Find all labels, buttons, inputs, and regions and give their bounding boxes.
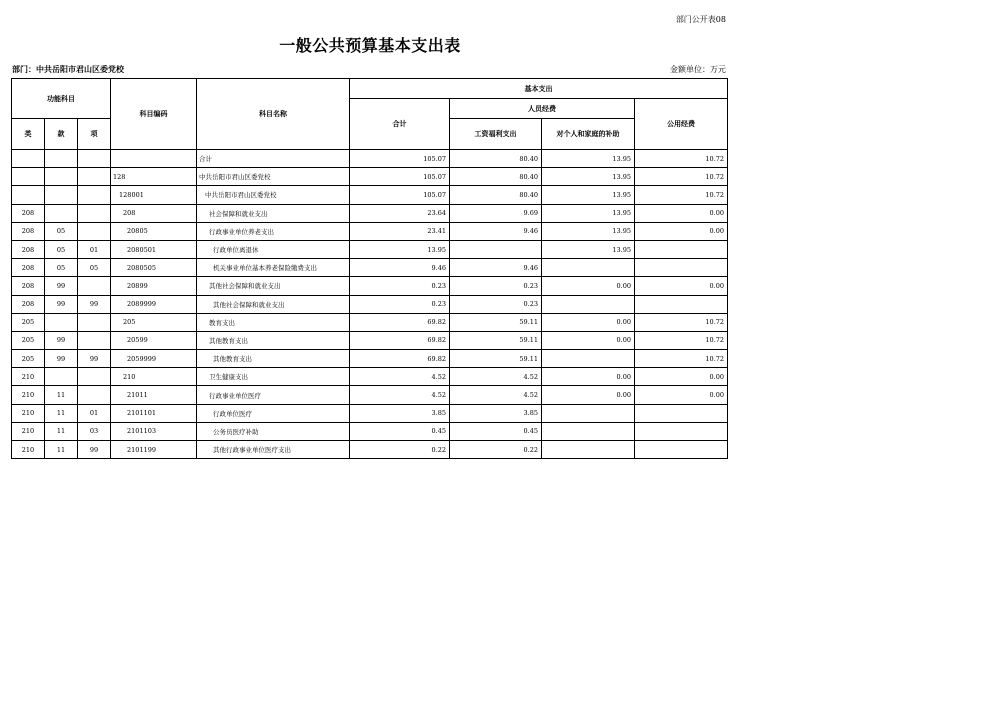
cell-total: 4.52	[350, 368, 450, 386]
cell-kuan	[45, 168, 78, 186]
cell-code	[111, 150, 197, 168]
cell-name: 中共岳阳市君山区委党校	[197, 186, 350, 204]
cell-xiang	[78, 386, 111, 404]
cell-subsidy: 13.95	[542, 204, 635, 222]
cell-subsidy	[542, 441, 635, 459]
form-number: 部门公开表08	[675, 15, 726, 24]
cell-total: 0.22	[350, 441, 450, 459]
cell-total: 9.46	[350, 259, 450, 277]
cell-subsidy: 0.00	[542, 313, 635, 331]
cell-lei	[12, 168, 45, 186]
cell-public	[635, 240, 728, 258]
cell-xiang: 99	[78, 441, 111, 459]
cell-xiang: 03	[78, 422, 111, 440]
header-personnel: 人员经费	[450, 99, 635, 119]
table-row	[12, 404, 728, 422]
cell-xiang: 01	[78, 404, 111, 422]
cell-wages: 0.45	[450, 422, 542, 440]
header-subject-code: 科目编码	[111, 79, 197, 150]
cell-subsidy: 0.00	[542, 331, 635, 349]
header-wages: 工资福利支出	[450, 119, 542, 150]
cell-public	[635, 404, 728, 422]
cell-xiang	[78, 150, 111, 168]
cell-kuan: 99	[45, 350, 78, 368]
cell-name: 合计	[197, 150, 350, 168]
cell-kuan: 05	[45, 259, 78, 277]
cell-kuan	[45, 313, 78, 331]
cell-lei: 205	[12, 313, 45, 331]
cell-wages: 0.23	[450, 277, 542, 295]
cell-lei: 210	[12, 386, 45, 404]
cell-lei: 208	[12, 277, 45, 295]
cell-lei: 208	[12, 222, 45, 240]
cell-wages: 4.52	[450, 386, 542, 404]
table-row	[12, 368, 728, 386]
cell-subsidy: 13.95	[542, 240, 635, 258]
table-row	[12, 331, 728, 349]
cell-lei: 210	[12, 404, 45, 422]
header-kuan: 款	[45, 119, 78, 150]
cell-public: 10.72	[635, 350, 728, 368]
cell-total: 4.52	[350, 386, 450, 404]
cell-lei: 210	[12, 422, 45, 440]
cell-name: 卫生健康支出	[197, 368, 350, 386]
table-row	[12, 168, 728, 186]
cell-kuan	[45, 368, 78, 386]
cell-subsidy	[542, 422, 635, 440]
cell-subsidy: 13.95	[542, 222, 635, 240]
cell-subsidy: 13.95	[542, 186, 635, 204]
cell-subsidy: 13.95	[542, 150, 635, 168]
header-func-subject: 功能科目	[12, 79, 111, 119]
cell-xiang	[78, 222, 111, 240]
cell-name: 行政单位离退休	[197, 240, 350, 258]
cell-lei: 208	[12, 259, 45, 277]
cell-wages: 80.40	[450, 168, 542, 186]
cell-public	[635, 295, 728, 313]
table-row	[12, 277, 728, 295]
table-row	[12, 313, 728, 331]
cell-kuan: 99	[45, 295, 78, 313]
cell-xiang: 99	[78, 350, 111, 368]
cell-subsidy: 0.00	[542, 368, 635, 386]
cell-xiang	[78, 186, 111, 204]
header-lei: 类	[12, 119, 45, 150]
cell-total: 0.45	[350, 422, 450, 440]
cell-xiang	[78, 168, 111, 186]
cell-total: 69.82	[350, 313, 450, 331]
cell-wages: 9.46	[450, 259, 542, 277]
cell-code: 210	[111, 368, 197, 386]
cell-total: 69.82	[350, 331, 450, 349]
cell-kuan: 99	[45, 331, 78, 349]
cell-subsidy: 0.00	[542, 386, 635, 404]
cell-code: 128	[111, 168, 197, 186]
cell-name: 其他教育支出	[197, 331, 350, 349]
cell-kuan: 11	[45, 404, 78, 422]
cell-kuan: 11	[45, 386, 78, 404]
cell-lei	[12, 186, 45, 204]
cell-code: 2089999	[111, 295, 197, 313]
cell-public: 0.00	[635, 204, 728, 222]
cell-public: 10.72	[635, 331, 728, 349]
header-subject-name: 科目名称	[197, 79, 350, 150]
cell-name: 其他社会保障和就业支出	[197, 295, 350, 313]
cell-wages: 80.40	[450, 186, 542, 204]
page-title: 一般公共预算基本支出表	[279, 36, 461, 55]
cell-lei: 210	[12, 368, 45, 386]
table-row	[12, 259, 728, 277]
cell-public: 0.00	[635, 368, 728, 386]
cell-kuan: 05	[45, 222, 78, 240]
cell-total: 105.07	[350, 186, 450, 204]
cell-public: 10.72	[635, 313, 728, 331]
cell-name: 公务员医疗补助	[197, 422, 350, 440]
cell-subsidy: 13.95	[542, 168, 635, 186]
cell-code: 2101103	[111, 422, 197, 440]
cell-xiang: 99	[78, 295, 111, 313]
cell-code: 21011	[111, 386, 197, 404]
cell-xiang	[78, 313, 111, 331]
cell-code: 20899	[111, 277, 197, 295]
cell-code: 2059999	[111, 350, 197, 368]
cell-code: 2101199	[111, 441, 197, 459]
cell-wages: 0.23	[450, 295, 542, 313]
table-row	[12, 204, 728, 222]
cell-subsidy	[542, 259, 635, 277]
cell-xiang: 05	[78, 259, 111, 277]
header-total: 合计	[350, 99, 450, 150]
cell-code: 2080501	[111, 240, 197, 258]
cell-public	[635, 441, 728, 459]
cell-wages: 80.40	[450, 150, 542, 168]
cell-kuan: 99	[45, 277, 78, 295]
cell-total: 23.41	[350, 222, 450, 240]
cell-wages	[450, 240, 542, 258]
department-label: 部门：中共岳阳市君山区委党校	[12, 65, 124, 74]
table-row	[12, 386, 728, 404]
cell-public: 0.00	[635, 222, 728, 240]
cell-code: 20599	[111, 331, 197, 349]
cell-kuan: 11	[45, 441, 78, 459]
table-header	[12, 79, 728, 150]
cell-lei: 208	[12, 295, 45, 313]
cell-total: 13.95	[350, 240, 450, 258]
table-row	[12, 422, 728, 440]
cell-code: 2080505	[111, 259, 197, 277]
cell-subsidy	[542, 404, 635, 422]
cell-total: 23.64	[350, 204, 450, 222]
table-row	[12, 222, 728, 240]
cell-name: 机关事业单位基本养老保险缴费支出	[197, 259, 350, 277]
cell-code: 205	[111, 313, 197, 331]
cell-subsidy: 0.00	[542, 277, 635, 295]
cell-public: 0.00	[635, 277, 728, 295]
cell-public: 10.72	[635, 150, 728, 168]
cell-kuan	[45, 186, 78, 204]
cell-wages: 9.46	[450, 222, 542, 240]
table-row	[12, 186, 728, 204]
cell-wages: 0.22	[450, 441, 542, 459]
cell-name: 行政事业单位医疗	[197, 386, 350, 404]
cell-lei: 208	[12, 204, 45, 222]
unit-label: 金额单位：万元	[670, 65, 726, 74]
cell-kuan: 11	[45, 422, 78, 440]
cell-xiang	[78, 204, 111, 222]
cell-public: 10.72	[635, 168, 728, 186]
cell-name: 行政单位医疗	[197, 404, 350, 422]
header-public: 公用经费	[635, 99, 728, 150]
cell-name: 行政事业单位养老支出	[197, 222, 350, 240]
table-row	[12, 350, 728, 368]
budget-table	[11, 78, 728, 459]
cell-code: 2101101	[111, 404, 197, 422]
cell-lei	[12, 150, 45, 168]
cell-code: 20805	[111, 222, 197, 240]
header-subsidy: 对个人和家庭的补助	[542, 119, 635, 150]
cell-public	[635, 422, 728, 440]
cell-wages: 9.69	[450, 204, 542, 222]
table-row	[12, 150, 728, 168]
cell-wages: 59.11	[450, 331, 542, 349]
cell-name: 其他行政事业单位医疗支出	[197, 441, 350, 459]
cell-total: 3.85	[350, 404, 450, 422]
table-row	[12, 295, 728, 313]
cell-lei: 205	[12, 350, 45, 368]
cell-total: 0.23	[350, 295, 450, 313]
cell-subsidy	[542, 295, 635, 313]
cell-name: 社会保障和就业支出	[197, 204, 350, 222]
cell-code: 128001	[111, 186, 197, 204]
cell-total: 105.07	[350, 168, 450, 186]
cell-subsidy	[542, 350, 635, 368]
table-row	[12, 240, 728, 258]
cell-lei: 208	[12, 240, 45, 258]
cell-public	[635, 259, 728, 277]
cell-kuan: 05	[45, 240, 78, 258]
table-body	[12, 150, 728, 459]
cell-total: 69.82	[350, 350, 450, 368]
cell-total: 105.07	[350, 150, 450, 168]
cell-xiang	[78, 277, 111, 295]
cell-lei: 205	[12, 331, 45, 349]
cell-public: 0.00	[635, 386, 728, 404]
cell-wages: 59.11	[450, 313, 542, 331]
cell-wages: 59.11	[450, 350, 542, 368]
cell-kuan	[45, 150, 78, 168]
cell-total: 0.23	[350, 277, 450, 295]
cell-xiang: 01	[78, 240, 111, 258]
cell-lei: 210	[12, 441, 45, 459]
cell-xiang	[78, 368, 111, 386]
cell-wages: 3.85	[450, 404, 542, 422]
cell-name: 其他社会保障和就业支出	[197, 277, 350, 295]
cell-wages: 4.52	[450, 368, 542, 386]
cell-name: 教育支出	[197, 313, 350, 331]
cell-code: 208	[111, 204, 197, 222]
cell-name: 中共岳阳市君山区委党校	[197, 168, 350, 186]
cell-kuan	[45, 204, 78, 222]
header-xiang: 项	[78, 119, 111, 150]
cell-name: 其他教育支出	[197, 350, 350, 368]
cell-public: 10.72	[635, 186, 728, 204]
cell-xiang	[78, 331, 111, 349]
table-row	[12, 441, 728, 459]
header-basic-expenditure: 基本支出	[350, 79, 728, 99]
